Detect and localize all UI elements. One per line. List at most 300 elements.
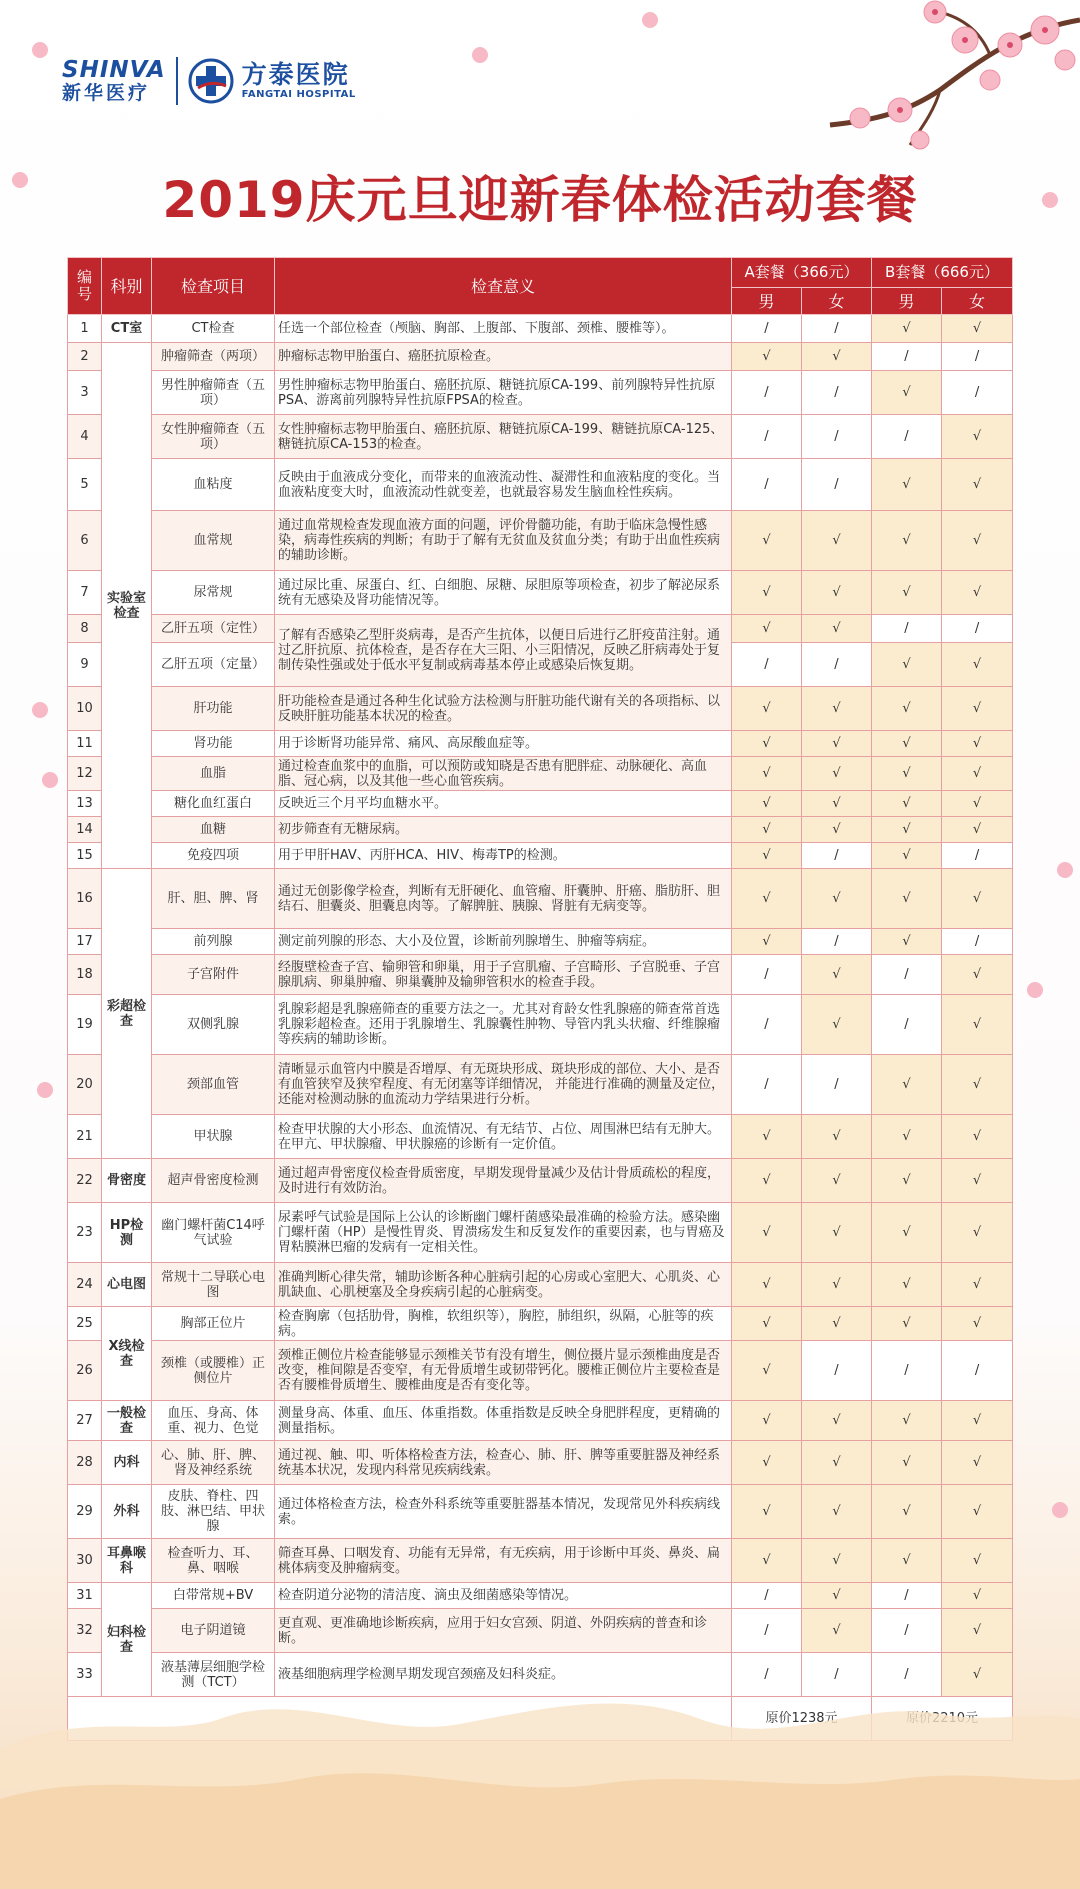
row-number: 9 [68,643,102,687]
exam-meaning: 液基细胞病理学检测早期发现宫颈癌及妇科炎症。 [275,1653,732,1697]
package-table [67,257,1013,1741]
row-number: 30 [68,1539,102,1583]
header-num: 编号 [68,258,102,315]
check-b-female: √ [942,1159,1013,1203]
check-b-female: √ [942,415,1013,459]
row-number: 4 [68,415,102,459]
check-b-female: √ [942,731,1013,757]
check-a-male: √ [732,343,802,371]
check-a-female: √ [802,1539,872,1583]
row-number: 33 [68,1653,102,1697]
check-a-female: √ [802,731,872,757]
row-number: 19 [68,995,102,1055]
check-a-male: √ [732,1307,802,1341]
exam-meaning: 男性肿瘤标志物甲胎蛋白、癌胚抗原、糖链抗原CA-199、前列腺特异性抗原PSA、游离前列腺特异性抗原FPSA的检查。 [275,371,732,415]
exam-item: 白带常规+BV [152,1583,275,1609]
check-a-male: / [732,1583,802,1609]
exam-meaning: 用于诊断肾功能异常、痛风、高尿酸血症等。 [275,731,732,757]
row-number: 31 [68,1583,102,1609]
check-a-male: √ [732,1159,802,1203]
exam-meaning: 女性肿瘤标志物甲胎蛋白、癌胚抗原、糖链抗原CA-199、糖链抗原CA-125、糖链抗原CA-153的检查。 [275,415,732,459]
row-number: 6 [68,511,102,571]
check-a-male: √ [732,843,802,869]
check-b-female: √ [942,817,1013,843]
check-a-female: √ [802,571,872,615]
check-a-male: / [732,459,802,511]
check-b-male: √ [872,1055,942,1115]
check-a-male: / [732,371,802,415]
check-b-male: √ [872,1539,942,1583]
row-number: 12 [68,757,102,791]
check-a-male: √ [732,511,802,571]
table-row [68,459,1013,511]
check-a-male: √ [732,869,802,929]
check-b-female: √ [942,1539,1013,1583]
exam-item: 男性肿瘤筛查（五项） [152,371,275,415]
check-a-female: / [802,459,872,511]
exam-meaning: 通过视、触、叩、听体格检查方法，检查心、肺、肝、脾等重要脏器及神经系统基本状况，发现内科常见疾病线索。 [275,1441,732,1485]
check-a-female: / [802,843,872,869]
check-a-male: / [732,955,802,995]
row-number: 7 [68,571,102,615]
row-number: 10 [68,687,102,731]
exam-meaning: 通过体格检查方法，检查外科系统等重要脏器基本情况，发现常见外科疾病线索。 [275,1485,732,1539]
check-a-male: √ [732,1115,802,1159]
check-b-male: √ [872,929,942,955]
petal-decoration [1055,860,1075,880]
shinva-logo [62,58,166,104]
row-number: 1 [68,315,102,343]
exam-item: 胸部正位片 [152,1307,275,1341]
row-number: 25 [68,1307,102,1341]
exam-item: 血常规 [152,511,275,571]
check-b-female: √ [942,1263,1013,1307]
check-a-male: √ [732,731,802,757]
exam-item: 皮肤、脊柱、四肢、淋巴结、甲状腺 [152,1485,275,1539]
row-number: 29 [68,1485,102,1539]
exam-meaning: 通过血常规检查发现血液方面的问题，评价骨髓功能，有助于临床急慢性感染，病毒性疾病的判断；有助于了解有无贫血及贫血分类；有助于出血性疾病的辅助诊断。 [275,511,732,571]
header-item: 检查项目 [152,258,275,315]
logo-bar [62,55,356,107]
check-a-female: √ [802,687,872,731]
check-a-male: / [732,1055,802,1115]
check-a-female: √ [802,1115,872,1159]
exam-item: 肝功能 [152,687,275,731]
exam-meaning: 通过检查血浆中的血脂，可以预防或知晓是否患有肥胖症、动脉硬化、高血脂、冠心病，以及其他一些心血管疾病。 [275,757,732,791]
row-number: 17 [68,929,102,955]
row-number: 14 [68,817,102,843]
table-row [68,1341,1013,1401]
table-row [68,791,1013,817]
row-number: 5 [68,459,102,511]
check-a-female: √ [802,1307,872,1341]
exam-meaning: 通过无创影像学检查，判断有无肝硬化、血管瘤、肝囊肿、肝癌、脂肪肝、胆结石、胆囊炎、胆囊息肉等。了解脾脏、胰腺、肾脏有无病变等。 [275,869,732,929]
exam-meaning: 颈椎正侧位片检查能够显示颈椎关节有没有增生，侧位摄片显示颈椎曲度是否改变，椎间隙是否变窄，有无骨质增生或韧带钙化。腰椎正侧位片主要检查是否有腰椎骨质增生、腰椎曲度是否有变化等。 [275,1341,732,1401]
check-b-female: / [942,343,1013,371]
exam-item: 电子阴道镜 [152,1609,275,1653]
table-row [68,955,1013,995]
table-row [68,687,1013,731]
exam-meaning: 筛查耳鼻、口咽发育、功能有无异常，有无疾病，用于诊断中耳炎、鼻炎、扁桃体病变及肿瘤病变。 [275,1539,732,1583]
petal-decoration [1050,1500,1070,1520]
check-b-male: √ [872,817,942,843]
check-a-female: √ [802,1485,872,1539]
check-b-male: √ [872,1441,942,1485]
exam-meaning: 肿瘤标志物甲胎蛋白、癌胚抗原检查。 [275,343,732,371]
exam-item: 颈部血管 [152,1055,275,1115]
category-cell: 一般检查 [102,1401,152,1441]
category-cell: 内科 [102,1441,152,1485]
check-b-male: √ [872,1307,942,1341]
table-row [68,615,1013,643]
check-b-male: √ [872,315,942,343]
check-a-female: / [802,415,872,459]
check-a-male: / [732,995,802,1055]
check-a-male: √ [732,1341,802,1401]
check-a-female: / [802,1653,872,1697]
exam-item: 子宫附件 [152,955,275,995]
check-a-male: √ [732,687,802,731]
row-number: 8 [68,615,102,643]
logo-divider [176,57,178,105]
check-b-male: √ [872,643,942,687]
check-b-male: √ [872,869,942,929]
check-b-female: √ [942,1055,1013,1115]
check-a-male: √ [732,1539,802,1583]
category-cell: CT室 [102,315,152,343]
exam-meaning: 准确判断心律失常，辅助诊断各种心脏病引起的心房或心室肥大、心肌炎、心肌缺血、心肌梗塞及全身疾病引起的心脏病变。 [275,1263,732,1307]
check-a-female: √ [802,1263,872,1307]
row-number: 26 [68,1341,102,1401]
table-row [68,869,1013,929]
header-meaning: 检查意义 [275,258,732,315]
exam-meaning: 检查胸廓（包括肋骨，胸椎，软组织等），胸腔，肺组织，纵隔，心脏等的疾病。 [275,1307,732,1341]
table-row [68,929,1013,955]
exam-meaning: 任选一个部位检查（颅脑、胸部、上腹部、下腹部、颈椎、腰椎等）。 [275,315,732,343]
exam-item: 血脂 [152,757,275,791]
exam-meaning: 肝功能检查是通过各种生化试验方法检测与肝脏功能代谢有关的各项指标、以反映肝脏功能基本状况的检查。 [275,687,732,731]
petal-decoration [30,40,50,60]
check-a-female: / [802,643,872,687]
header-package-a: A套餐（366元） [732,258,872,288]
row-number: 2 [68,343,102,371]
check-b-female: √ [942,869,1013,929]
exam-item: 女性肿瘤筛查（五项） [152,415,275,459]
exam-item: 血粘度 [152,459,275,511]
table-row [68,1203,1013,1263]
check-b-female: √ [942,791,1013,817]
exam-item: 肾功能 [152,731,275,757]
row-number: 23 [68,1203,102,1263]
exam-meaning: 测定前列腺的形态、大小及位置，诊断前列腺增生、肿瘤等病症。 [275,929,732,955]
check-b-female: √ [942,1441,1013,1485]
table-row [68,511,1013,571]
check-b-female: / [942,1341,1013,1401]
check-b-female: √ [942,1653,1013,1697]
table-row [68,731,1013,757]
package-a-original-price: 原价1238元 [732,1697,872,1741]
check-a-female: / [802,371,872,415]
check-a-male: √ [732,571,802,615]
exam-item: 免疫四项 [152,843,275,869]
exam-item: 颈椎（或腰椎）正侧位片 [152,1341,275,1401]
exam-item: 幽门螺杆菌C14呼气试验 [152,1203,275,1263]
check-b-male: √ [872,1115,942,1159]
check-a-female: / [802,1055,872,1115]
header-a-male: 男 [732,288,802,315]
check-b-male: √ [872,1203,942,1263]
category-cell: 实验室检查 [102,343,152,869]
check-a-male: √ [732,1441,802,1485]
check-a-female: √ [802,1609,872,1653]
check-a-male: / [732,415,802,459]
exam-item: 超声骨密度检测 [152,1159,275,1203]
exam-item: 乙肝五项（定性） [152,615,275,643]
exam-item: 血糖 [152,817,275,843]
check-a-male: √ [732,757,802,791]
check-a-female: / [802,315,872,343]
check-b-female: / [942,615,1013,643]
package-table-body [68,315,1013,1741]
row-number: 16 [68,869,102,929]
check-b-male: / [872,615,942,643]
table-row [68,415,1013,459]
check-a-female: √ [802,1401,872,1441]
exam-meaning: 通过超声骨密度仪检查骨质密度，早期发现骨量减少及估计骨质疏松的程度，及时进行有效防治。 [275,1159,732,1203]
header-a-female: 女 [802,288,872,315]
check-b-male: / [872,1653,942,1697]
check-b-female: √ [942,687,1013,731]
check-a-male: √ [732,817,802,843]
table-row [68,1401,1013,1441]
exam-item: CT检查 [152,315,275,343]
check-b-female: √ [942,995,1013,1055]
header-b-male: 男 [872,288,942,315]
exam-item: 乙肝五项（定量） [152,643,275,687]
table-row [68,1539,1013,1583]
exam-meaning: 检查甲状腺的大小形态、血流情况、有无结节、占位、周围淋巴结有无肿大。在甲亢、甲状腺瘤、甲状腺癌的诊断有一定价值。 [275,1115,732,1159]
check-b-female: / [942,371,1013,415]
row-number: 20 [68,1055,102,1115]
row-number: 13 [68,791,102,817]
header-b-female: 女 [942,288,1013,315]
check-b-male: √ [872,687,942,731]
check-a-male: √ [732,1401,802,1441]
fangtai-logo-en: FANGTAI HOSPITAL [241,89,356,100]
check-b-female: √ [942,1401,1013,1441]
category-cell: 彩超检查 [102,869,152,1159]
exam-item: 肝、胆、脾、肾 [152,869,275,929]
exam-item: 液基薄层细胞学检测（TCT） [152,1653,275,1697]
check-a-female: √ [802,995,872,1055]
exam-item: 糖化血红蛋白 [152,791,275,817]
check-a-female: √ [802,615,872,643]
table-row [68,371,1013,415]
exam-meaning: 测量身高、体重、血压、体重指数。体重指数是反映全身肥胖程度，更精确的测量指标。 [275,1401,732,1441]
check-b-female: √ [942,1307,1013,1341]
table-row [68,1115,1013,1159]
check-b-female: √ [942,1609,1013,1653]
check-b-male: √ [872,843,942,869]
check-b-male: √ [872,1485,942,1539]
exam-meaning: 用于甲肝HAV、丙肝HCA、HIV、梅毒TP的检测。 [275,843,732,869]
check-a-female: √ [802,757,872,791]
check-a-male: √ [732,1263,802,1307]
table-row [68,1307,1013,1341]
check-b-female: / [942,843,1013,869]
exam-item: 尿常规 [152,571,275,615]
row-number: 22 [68,1159,102,1203]
petal-decoration [35,1080,55,1100]
table-row [68,315,1013,343]
header-category: 科别 [102,258,152,315]
cloud-decoration [0,1629,1080,1889]
check-a-female: √ [802,511,872,571]
page-title: 2019庆元旦迎新春体检活动套餐 [162,171,918,229]
check-b-male: / [872,955,942,995]
table-row [68,1263,1013,1307]
check-b-male: √ [872,511,942,571]
row-number: 15 [68,843,102,869]
check-a-male: / [732,1653,802,1697]
check-b-female: √ [942,1203,1013,1263]
check-a-male: √ [732,615,802,643]
check-b-female: √ [942,571,1013,615]
fangtai-cross-icon [188,58,234,104]
check-b-female: √ [942,1115,1013,1159]
check-a-male: √ [732,1203,802,1263]
category-cell: X线检查 [102,1307,152,1401]
exam-item: 血压、身高、体重、视力、色觉 [152,1401,275,1441]
check-a-female: √ [802,869,872,929]
check-b-female: √ [942,315,1013,343]
check-a-female: √ [802,1441,872,1485]
exam-item: 肿瘤筛查（两项） [152,343,275,371]
check-a-male: / [732,315,802,343]
exam-meaning: 乳腺彩超是乳腺癌筛查的重要方法之一。尤其对育龄女性乳腺癌的筛查常首选乳腺彩超检查。还用于乳腺增生、乳腺囊性肿物、导管内乳头状瘤、纤维腺瘤等疾病的辅助诊断。 [275,995,732,1055]
category-cell: 妇科检查 [102,1583,152,1697]
row-number: 11 [68,731,102,757]
category-cell: 耳鼻喉科 [102,1539,152,1583]
table-row [68,571,1013,615]
row-number: 21 [68,1115,102,1159]
check-b-male: √ [872,1401,942,1441]
check-a-female: √ [802,791,872,817]
check-a-female: √ [802,817,872,843]
check-a-female: √ [802,1203,872,1263]
exam-meaning: 了解有否感染乙型肝炎病毒，是否产生抗体，以便日后进行乙肝疫苗注射。通过乙肝抗原、抗体检查，是否存在大三阳、小三阳情况，反映乙肝病毒处于复制传染性强或处于低水平复制或病毒基本停止或感染后恢复期。 [275,615,732,687]
check-b-male: / [872,1609,942,1653]
category-cell: 心电图 [102,1263,152,1307]
category-cell: HP检测 [102,1203,152,1263]
check-b-female: √ [942,757,1013,791]
petal-decoration [640,10,660,30]
table-row [68,757,1013,791]
exam-item: 前列腺 [152,929,275,955]
exam-item: 常规十二导联心电图 [152,1263,275,1307]
exam-meaning: 初步筛查有无糖尿病。 [275,817,732,843]
table-row [68,1485,1013,1539]
check-a-female: / [802,1341,872,1401]
check-a-female: √ [802,1583,872,1609]
exam-meaning: 检查阴道分泌物的清洁度、滴虫及细菌感染等情况。 [275,1583,732,1609]
check-a-female: / [802,929,872,955]
shinva-logo-en: SHINVA [62,57,166,83]
row-number: 28 [68,1441,102,1485]
exam-meaning: 反映近三个月平均血糖水平。 [275,791,732,817]
header-package-b: B套餐（666元） [872,258,1013,288]
check-b-female: √ [942,643,1013,687]
exam-meaning: 通过尿比重、尿蛋白、红、白细胞、尿糖、尿胆原等项检查，初步了解泌尿系统有无感染及肾功能情况等。 [275,571,732,615]
blossom-branch-decoration [760,0,1080,150]
check-a-female: √ [802,955,872,995]
exam-meaning: 反映由于血液成分变化，而带来的血液流动性、凝滞性和血液粘度的变化。当血液粘度变大时，血液流动性就变差，也就最容易发生脑血栓性疾病。 [275,459,732,511]
petal-decoration [470,45,490,65]
petal-decoration [30,700,50,720]
check-b-male: / [872,415,942,459]
exam-item: 甲状腺 [152,1115,275,1159]
table-row [68,1441,1013,1485]
row-number: 27 [68,1401,102,1441]
exam-item: 检查听力、耳、鼻、咽喉 [152,1539,275,1583]
category-cell: 骨密度 [102,1159,152,1203]
check-b-male: √ [872,791,942,817]
table-row [68,817,1013,843]
check-a-female: √ [802,1159,872,1203]
check-b-female: √ [942,1583,1013,1609]
row-number: 18 [68,955,102,995]
check-b-male: √ [872,731,942,757]
exam-item: 双侧乳腺 [152,995,275,1055]
table-row [68,343,1013,371]
check-b-male: / [872,343,942,371]
check-b-female: √ [942,511,1013,571]
check-b-male: / [872,995,942,1055]
check-b-male: √ [872,1263,942,1307]
exam-meaning: 更直观、更准确地诊断疾病，应用于妇女宫颈、阴道、外阴疾病的普查和诊断。 [275,1609,732,1653]
check-a-male: √ [732,929,802,955]
exam-meaning: 尿素呼气试验是国际上公认的诊断幽门螺杆菌感染最准确的检验方法。感染幽门螺杆菌（HP）是慢性胃炎、胃溃疡发生和反复发作的重要因素，也与胃癌及胃粘膜淋巴瘤的发病有一定相关性。 [275,1203,732,1263]
check-b-female: √ [942,459,1013,511]
fangtai-logo [242,61,356,101]
table-row [68,995,1013,1055]
fangtai-logo-cn: 方泰医院 [241,60,350,89]
check-a-male: / [732,643,802,687]
row-number: 3 [68,371,102,415]
table-row [68,1583,1013,1609]
check-b-male: √ [872,1159,942,1203]
check-a-male: / [732,1609,802,1653]
table-row [68,1159,1013,1203]
check-b-male: √ [872,459,942,511]
check-a-female: √ [802,343,872,371]
petal-decoration [40,770,60,790]
check-a-male: √ [732,791,802,817]
exam-meaning: 清晰显示血管内中膜是否增厚、有无斑块形成、斑块形成的部位、大小、是否有血管狭窄及狭窄程度、有无闭塞等详细情况， 并能进行准确的测量及定位，还能对检测动脉的血流动力学结果进行分析。 [275,1055,732,1115]
check-b-male: √ [872,371,942,415]
check-b-male: √ [872,757,942,791]
petal-decoration [1025,980,1045,1000]
shinva-logo-cn: 新华医疗 [62,82,151,104]
check-b-male: √ [872,571,942,615]
table-row [68,1055,1013,1115]
check-b-female: √ [942,1485,1013,1539]
category-cell: 外科 [102,1485,152,1539]
exam-meaning: 经腹壁检查子宫、输卵管和卵巢，用于子宫肌瘤、子宫畸形、子宫脱垂、子宫腺肌病、卵巢肿瘤、卵巢囊肿及输卵管积水的检查手段。 [275,955,732,995]
exam-item: 心、肺、肝、脾、肾及神经系统 [152,1441,275,1485]
check-b-male: / [872,1341,942,1401]
row-number: 24 [68,1263,102,1307]
